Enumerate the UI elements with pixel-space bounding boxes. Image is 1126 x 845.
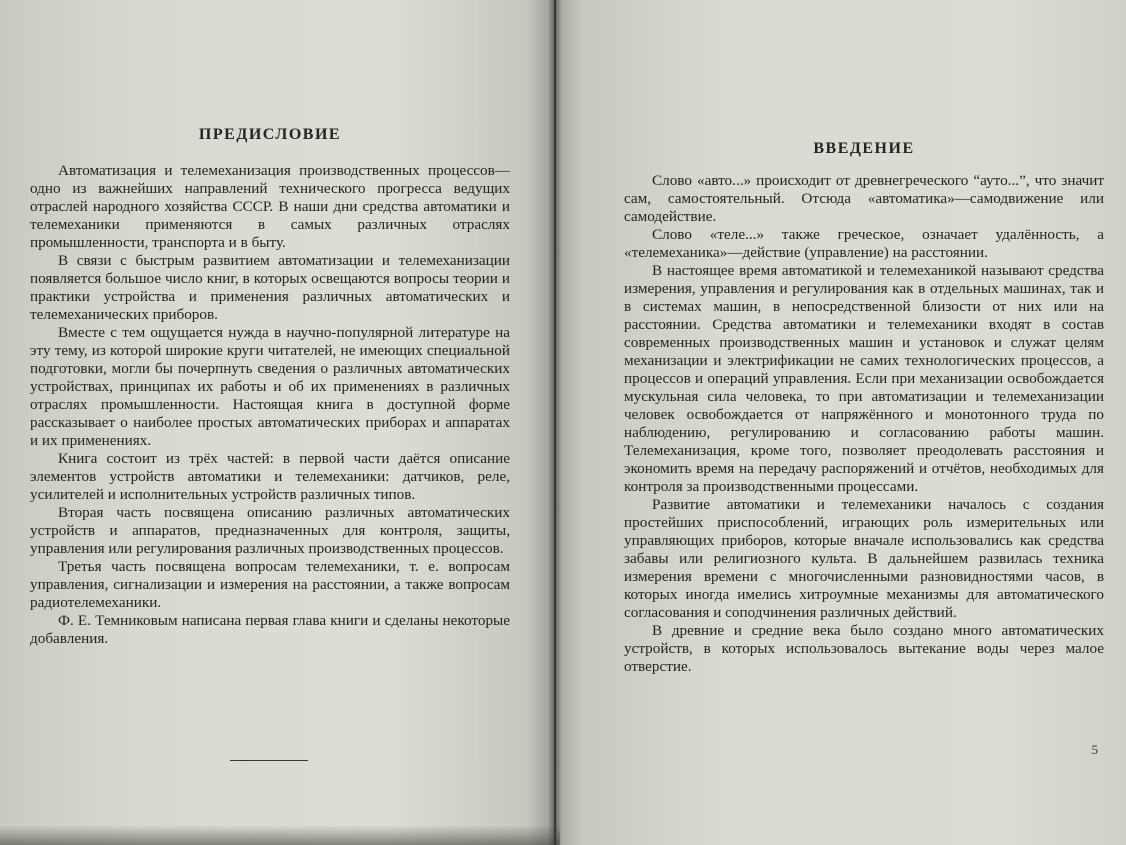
preface-heading: ПРЕДИСЛОВИЕ bbox=[198, 126, 342, 143]
preface-paragraph: Автоматизация и телемеханизация производственных процессов—одно из важнейших направлений технического прогресса ведущих отраслей народного хозяйства СССР. В наши дни средства автоматики и телемеханики применяются в самых различных отраслях промышленности, транспорта и в быту. bbox=[30, 162, 510, 251]
page-edge-shadow bbox=[0, 825, 560, 845]
left-page bbox=[0, 0, 554, 845]
preface-paragraph: Ф. Е. Темниковым написана первая глава книги и сделаны некоторые добавления. bbox=[30, 612, 510, 647]
introduction-section bbox=[624, 140, 1104, 676]
introduction-paragraph: В древние и средние века было создано много автоматических устройств, в которых использовалось вытекание воды через малое отверстие. bbox=[624, 622, 1104, 675]
right-page bbox=[556, 0, 1126, 845]
preface-paragraph: Третья часть посвящена вопросам телемеханики, т. е. вопросам управления, сигнализации и измерения на расстоянии, а также вопросам радиотелемеханики. bbox=[30, 558, 510, 611]
book-gutter bbox=[548, 0, 562, 845]
page-number: 5 bbox=[1091, 742, 1098, 757]
preface-section bbox=[30, 126, 510, 648]
introduction-heading: ВВЕДЕНИЕ bbox=[813, 140, 915, 157]
introduction-paragraph: Слово «авто...» происходит от древнегреческого “ауто...”, что значит сам, самостоятельный. Отсюда «автоматика»—самодвижение или самодействие. bbox=[624, 172, 1104, 225]
introduction-paragraph: В настоящее время автоматикой и телемеханикой называют средства измерения, управления и регулирования как в отдельных машинах, так и в системах машин, в непосредственной близости от них или на расстоянии. Средства автоматики и телемеханики входят в состав современных производственных машин и установок и служат целям механизации и электрификации не самих технологических процессов, а процессов и операций управления. Если при механизации освобождается мускульная сила человека, то при автоматизации и телемеханизации человек освобождается от напряжённого и монотонного труда по наблюдению, регулированию и согласованию работы машин. Телемеханизация, кроме того, позволяет преодолевать расстояния и экономить время на передачу распоряжений и отчётов, необходимых для контроля за производственными процессами. bbox=[624, 262, 1104, 495]
preface-paragraph: Вместе с тем ощущается нужда в научно-популярной литературе на эту тему, из которой широкие круги читателей, не имеющих специальной подготовки, могли бы почерпнуть сведения о различных автоматических устройствах, принципах их работы и об их применениях в различных отраслях промышленности. Настоящая книга в доступной форме рассказывает о наиболее простых автоматических приборах и аппаратах и их применениях. bbox=[30, 324, 510, 449]
introduction-paragraph: Слово «теле...» также греческое, означает удалённость, а «телемеханика»—действие (управление) на расстоянии. bbox=[624, 226, 1104, 261]
preface-paragraph: Книга состоит из трёх частей: в первой части даётся описание элементов устройств автоматики и телемеханики: датчиков, реле, усилителей и исполнительных устройств различных типов. bbox=[30, 450, 510, 503]
introduction-paragraph: Развитие автоматики и телемеханики началось с создания простейших приспособлений, играющих роль измерительных или управляющих приборов, которые вначале использовались как средства забавы или религиозного культа. В дальнейшем развилась техника измерения времени с многочисленными разновидностями часов, в которых иногда имелись хитроумные механизмы для автоматического согласования и соподчинения различных действий. bbox=[624, 496, 1104, 621]
preface-paragraph: В связи с быстрым развитием автоматизации и телемеханизации появляется большое число книг, в которых освещаются вопросы теории и практики устройства и применения различных автоматических и телемеханических приборов. bbox=[30, 252, 510, 323]
end-rule bbox=[230, 760, 308, 761]
preface-paragraph: Вторая часть посвящена описанию различных автоматических устройств и аппаратов, предназначенных для контроля, защиты, управления или регулирования различных производственных процессов. bbox=[30, 504, 510, 557]
